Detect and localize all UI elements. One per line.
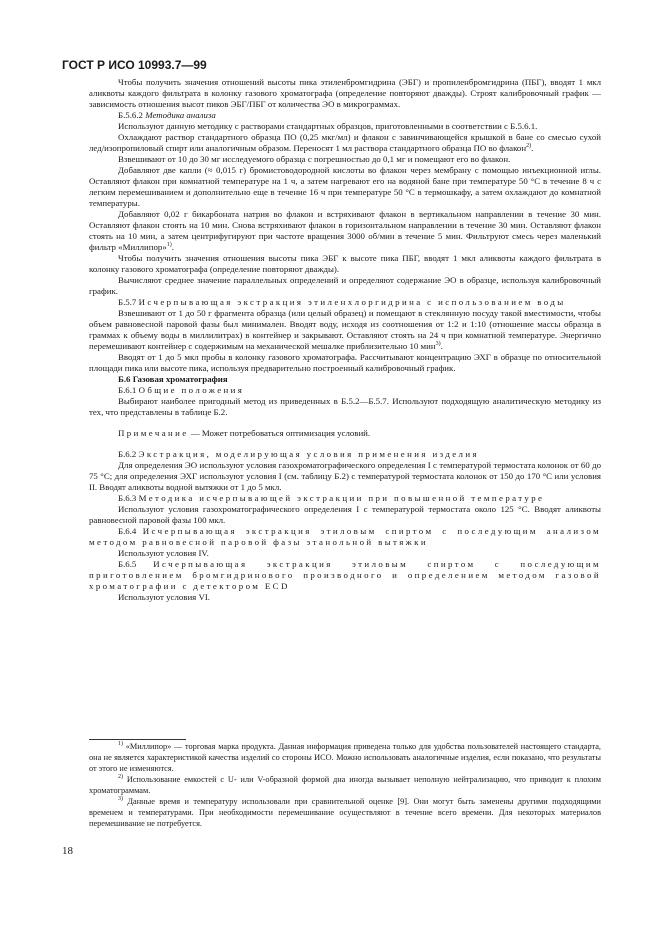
section-title: Исчерпывающая экстракция этиловым спиртом с последующим приготовлением бромгидринового производного и определением методом газовой хроматографии с детектором ECD — [89, 559, 601, 591]
section-heading — [89, 449, 601, 460]
paragraph: Вычисляют среднее значение параллельных определений и определяют содержание ЭО в образце, используя калибровочный график. — [89, 275, 601, 296]
footnote-ref: 2) — [526, 143, 532, 150]
section-number: Б.6.1 — [118, 385, 137, 395]
page-number: 18 — [62, 845, 73, 857]
footnote-mark: 3) — [118, 796, 123, 803]
section-number: Б.6.4 — [118, 526, 137, 536]
note-label: Примечание — [118, 428, 189, 438]
section-heading — [89, 110, 601, 121]
section-title: Исчерпывающая экстракция этиловым спиртом с последующим анализом методом равновесной паровой фазы этанольной вытяжки — [89, 526, 602, 547]
footnote — [89, 774, 601, 796]
paragraph: Используют условия IV. — [118, 548, 209, 558]
section-heading — [89, 297, 601, 308]
footnote — [89, 796, 601, 829]
footnote-mark: 1) — [118, 741, 123, 748]
section-number: Б.5.7 — [118, 297, 137, 307]
section-heading: Б.6 Газовая хроматография — [118, 374, 228, 384]
paragraph: Используют данную методику с растворами стандартных образцов, приготовленными в соответствии с Б.5.6.1. — [118, 121, 538, 131]
section-heading — [89, 559, 601, 592]
footnote-text: Использование емкостей с U- или V-образной формой дна иногда вызывает неполную нейтрализацию, что приводит к плохим хроматограммам. — [89, 775, 601, 795]
section-heading — [89, 526, 601, 548]
document-header: ГОСТ Р ИСО 10993.7—99 — [62, 58, 207, 72]
paragraph: Используют условия VI. — [118, 592, 211, 602]
paragraph: Выбирают наиболее пригодный метод из приведенных в Б.5.2—Б.5.7. Используют подходящую аналитическую методику из тех, что представлены в таблице Б.2. — [89, 396, 601, 417]
section-title: Исчерпывающая экстракция этиленхлоргидрина с использованием воды — [138, 297, 566, 307]
paragraph: Вводят от 1 до 5 мкл пробы в колонку газового хроматографа. Рассчитывают концентрацию ЭХГ в образце по относительной площади пика или высоте пика, используя предварительно построенный калибровочный график. — [89, 352, 601, 373]
punctuation: . — [171, 242, 174, 252]
footnote-divider — [89, 739, 186, 740]
section-number: Б.6.2 — [118, 449, 137, 459]
paragraph — [89, 308, 601, 352]
section-title: Экстракция, моделирующая условия применения изделия — [138, 449, 479, 459]
paragraph: Взвешивают от 10 до 30 мг исследуемого образца с погрешностью до 0,1 мг и помещают его во флакон. — [118, 154, 511, 164]
footnote-ref: 1) — [166, 242, 172, 249]
section-number: Б.6.3 — [118, 493, 137, 503]
footnote-ref: 3) — [435, 341, 441, 348]
footnote — [89, 741, 601, 774]
paragraph: Чтобы получить значения отношения высоты пика ЭБГ к высоте пика ПБГ, вводят 1 мкл аликвоты каждого фильтрата в колонку газового хроматографа (определение повторяют дважды). — [89, 253, 601, 274]
paragraph — [89, 209, 601, 253]
paragraph: Добавляют две капли (≈ 0,015 г) бромистоводородной кислоты во флакон через мембрану с помощью инъекционной иглы. Оставляют флакон при комнатной температуре на 1 ч, а затем нагревают его на водяной бане при температуре 50 °С в течение 8 ч с легким перемешиванием и дополнительно еще в течение 16 ч при температуре 50 °С в термошкафу, а затем охлаждают до комнатной температуры. — [89, 165, 601, 208]
section-number: Б.5.6.2 — [118, 110, 143, 120]
paragraph-text: Добавляют 0,02 г бикарбоната натрия во флакон и встряхивают флакон в вертикальном направлении в течение 30 мин. Оставляют флакон стоять на 10 мин. Снова встряхивают флакон в горизонтальном направлении в течение 30 мин. Оставляют флакон стоять на 10 мин, а затем центрифугируют при частоте вращения 3000 об/мин в течение 5 мин. Фильтруют смесь через маленький фильтр «Миллипор» — [89, 209, 601, 252]
section-heading — [89, 385, 601, 396]
section-number: Б.6.5 — [118, 559, 137, 569]
footnotes — [89, 741, 601, 829]
note-text: — Может потребоваться оптимизация условий. — [188, 428, 371, 438]
paragraph: Чтобы получить значения отношений высоты пика этиленбромгидрина (ЭБГ) и пропиленбромгидрина (ПБГ), вводят 1 мкл аликвоты каждого фильтрата в колонку газового хроматографа (определение повторяют дважды). Строят калибровочный график — зависимость отношения высот пиков ЭБГ/ПБГ от количества ЭО в микрограммах. — [89, 77, 601, 109]
section-title: Методика анализа — [145, 110, 216, 120]
punctuation: . — [531, 143, 534, 153]
footnote-text: «Миллипор» — торговая марка продукта. Данная информация приведена только для удобства пользователей настоящего стандарта, она не является характеристикой качества изделий со стороны ИСО. Можно использовать аналогичные изделия, если показано, что результаты от этого не изменяются. — [89, 742, 601, 773]
paragraph: Используют условия газохроматографического определения I с температурой термостата около 125 °С. Вводят аликвоты равновесной паровой фазы 100 мкл. — [89, 504, 601, 525]
section-title: Общие положения — [138, 385, 245, 395]
paragraph-text: Охлаждают раствор стандартного образца ПО (0,25 мкг/мл) и флакон с завинчивающейся крышкой в бане со смесью сухой лед/изопропиловый спирт или аналогичным образом. Переносят 1 мл раствора стандартного образца ПО во флакон — [89, 132, 601, 153]
note — [89, 428, 601, 439]
punctuation: . — [440, 341, 443, 351]
section-title: Методика исчерпывающей экстракции при повышенной температуре — [138, 493, 545, 503]
paragraph-text: Взвешивают от 1 до 50 г фрагмента образца (или целый образец) и помещают в стеклянную посуду такой вместимости, чтобы объем равновесной паровой фазы был минимален. Вводят воду, исходя из соотношения от 1:2 и 1:10 (отношение массы образца в граммах к объему воды в миллилитрах) в контейнер и закрывают. Оставляют стоять на 24 ч при комнатной температуре. Энергично перемешивают контейнер с содержимым на механической мешалке приблизительно 10 мин — [89, 308, 601, 351]
footnote-text: Данные время и температуру использовали при сравнительной оценке [9]. Они могут быть заменены другими подходящими временем и температурами. При необходимости перемешивание осуществляют в течение всего времени. Для некоторых материалов перемешивание не потребуется. — [89, 797, 601, 828]
section-heading — [89, 493, 601, 504]
footnote-mark: 2) — [118, 774, 123, 781]
paragraph: Для определения ЭО используют условия газохроматографического определения I с температурой термостата колонок от 60 до 75 °С; для определения ЭХГ используют условия I (см. таблицу Б.2) с температурой термостата колонок от 150 до 170 °С или условия II. Вводят аликвоты водной вытяжки от 1 до 5 мкл. — [89, 460, 601, 492]
page-body — [89, 77, 601, 603]
paragraph — [89, 132, 601, 154]
